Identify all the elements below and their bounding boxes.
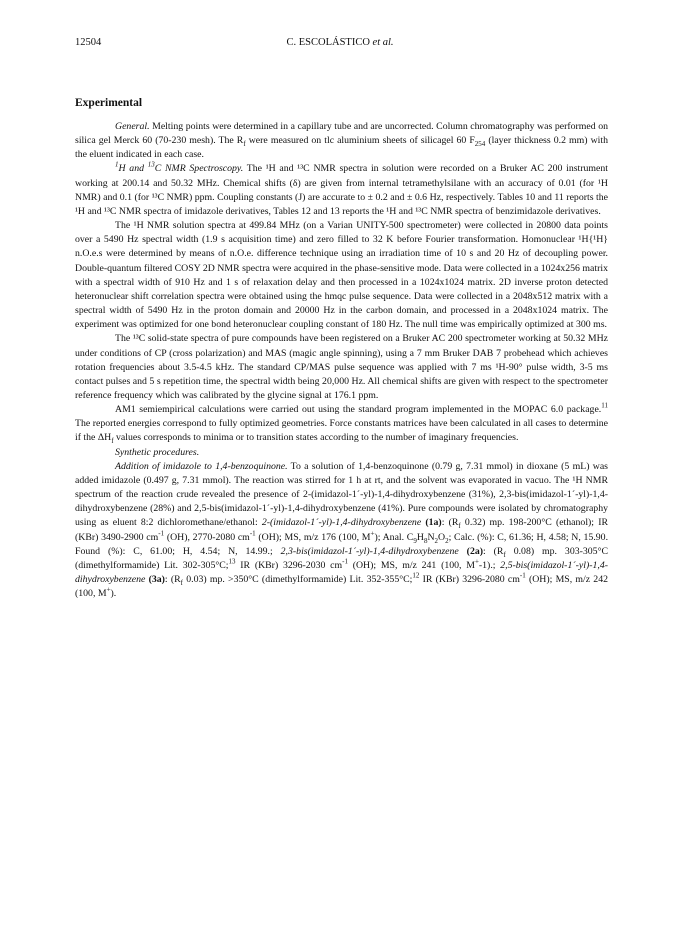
author-etal: et al. — [372, 37, 394, 48]
paragraph-head: Addition of imidazole to 1,4-benzoquinone. — [115, 460, 288, 472]
compound-name: 2,3-bis(imidazol-1´-yl)-1,4-dihydroxybenzene — [280, 545, 459, 557]
body-text — [75, 120, 608, 601]
compound-name: 2-(imidazol-1´-yl)-1,4-dihydroxybenzene — [261, 517, 422, 529]
paragraph-am1: AM1 semiempirical calculations were carried out using the standard program implemented in the MOPAC 6.0 package.$^{11}$ The reported energies correspond to fully optimized geometries. Force constants matrices have been calculated in all cases to determine if the $\Delta H_f$ values corresponds to minima or to transition states according to the number of imaginary frequencies. — [75, 401, 608, 446]
citation-ref: 11 — [601, 401, 608, 410]
page-number: 12504 — [75, 37, 102, 48]
citation-ref: 12 — [412, 571, 420, 580]
paragraph-solid-state: The ¹³C solid-state spectra of pure compounds have been registered on a Bruker AC 200 spectrometer working at 50.32 MHz under conditions of CP (cross polarization) and MAS (magic angle spinning), using a 7 mm Bruker DAB 7 probehead which achieves rotation frequencies about 3.5-4.5 kHz. The standard CP/MAS pulse sequence was applied with 7 ms ¹H-90° pulse width, 3-5 ms contact pulses and 5 s repetition time, the spectral width being 20,000 Hz. All chemical shifts are given with respect to the spectrometer reference frequency which was calibrated by the glycine signal at 176.1 ppm. — [75, 333, 608, 401]
paragraph-general: General. Melting points were determined in a capillary tube and are uncorrected. Column chromatography was performed on silica gel Merck 60 (70-230 mesh). The $R_f$ were measured on tlc aluminium sheets of silicagel 60 $F_{254}$ (layer thickness 0.2 mm) with the eluent indicated in each case. — [75, 121, 608, 161]
paragraph-nmr: $^1$H and $^{13}$C NMR Spectroscopy. The ¹H and ¹³C NMR spectra in solution were recorded on a Bruker AC 200 instrument working at 200.14 and 50.32 MHz. Chemical shifts (δ) are given from internal tetramethylsilane with an accuracy of 0.01 (for ¹H NMR) and 0.1 (for ¹³C NMR) ppm. Coupling constants (J) are accurate to ± 0.2 and ± 0.6 Hz, respectively. Tables 10 and 11 reports the ¹H and ¹³C NMR spectra of imidazole derivatives, Tables 12 and 13 reports the ¹H and ¹³C NMR spectra of benzimidazole derivatives. — [75, 161, 609, 217]
citation-ref: 13 — [228, 557, 236, 566]
compound-name: 2,5-bis(imidazol-1´-yl)-1,4-dihydroxybenzene — [75, 559, 608, 585]
paragraph-addition: Addition of imidazole to 1,4-benzoquinone. To a solution of 1,4-benzoquinone (0.79 g, 7.31 mmol) in dioxane (5 mL) was added imidazole (0.497 g, 7.31 mmol). The reaction was stirred for 1 h at rt, and the solvent was evaporated in vacuo. The ¹H NMR spectrum of the reaction crude revealed the presence of 2-(imidazol-1´-yl)-1,4-dihydroxybenzene (31%), 2,3-bis(imidazol-1´-yl)-1,4-dihydroxybenzene (28%) and 2,5-bis(imidazol-1´-yl)-1,4-dihydroxybenzene (41%). Pure compounds were isolated by chromatography using as eluent 8:2 dichloromethane/ethanol: 2-(imidazol-1´-yl)-1,4-dihydroxybenzene (1a): ($R_f$ 0.32) mp. 198-200°C (ethanol); IR (KBr) 3490-2900 $cm^{-1}$ (OH), 2770-2080 $cm^{-1}$ (OH); MS, m/z 176 (100, M+); Anal. $C_9H_8N_2O_2$; Calc. (%): C, 61.36; H, 4.58; N, 15.90. Found (%): C, 61.00; H, 4.54; N, 14.99.; 2,3-bis(imidazol-1´-yl)-1,4-dihydroxybenzene (2a): ($R_f$ 0.08) mp. 303-305°C (dimethylformamide) Lit. 302-305°C;$^{13}$ IR (KBr) 3296-2030 $cm^{-1}$ (OH); MS, m/z 241 (100, M+-1).; 2,5-bis(imidazol-1´-yl)-1,4-dihydroxybenzene (3a): ($R_f$ 0.03) mp. >350°C (dimethylformamide) Lit. 352-355°C;$^{12}$ IR (KBr) 3296-2080 $cm^{-1}$ (OH); MS, m/z 242 (100, M+). — [75, 460, 609, 600]
paragraph-head: Synthetic procedures. — [115, 446, 200, 458]
paragraph-head: General. — [115, 121, 150, 132]
running-author — [75, 37, 605, 48]
paragraph-varian: The ¹H NMR solution spectra at 499.84 MHz (on a Varian UNITY-500 spectrometer) were collected in 20800 data points over a 5490 Hz spectral width (1.9 s acquisition time) and zero filled to 32 K before Fourier transformation. Homonuclear ¹H{¹H} n.O.e.s were determined by means of n.O.e. difference technique using an irradiation time of 10 s and 20 Hz of decoupling power. Double-quantum filtered COSY 2D NMR spectra were acquired in the phase-sensitive mode. Data were collected in a 1024x256 matrix with a spectral width of 910 Hz and 1 s of relaxation delay and then processed in a 1024x1024 matrix. 2D inverse proton detected heteronuclear shift correlation spectra were obtained using the hmqc pulse sequence. Data were collected in a 2048x512 matrix with a spectral width of 5490 Hz in the proton domain and 20000 Hz in the carbon domain, and processed in a 2048x1024 matrix. The experiment was optimized for one bond heteronuclear coupling constant of 180 Hz. The null time was empirically optimized at 300 ms. — [75, 220, 608, 331]
author-surname: SCOLÁSTICO — [305, 37, 370, 48]
section-title: Experimental — [75, 97, 143, 109]
paragraph-synthetic — [75, 446, 608, 460]
paragraph-head: $^1$H and $^{13}$C NMR Spectroscopy. — [115, 161, 244, 175]
author-initial: C. E — [286, 37, 306, 48]
running-head — [75, 37, 605, 51]
